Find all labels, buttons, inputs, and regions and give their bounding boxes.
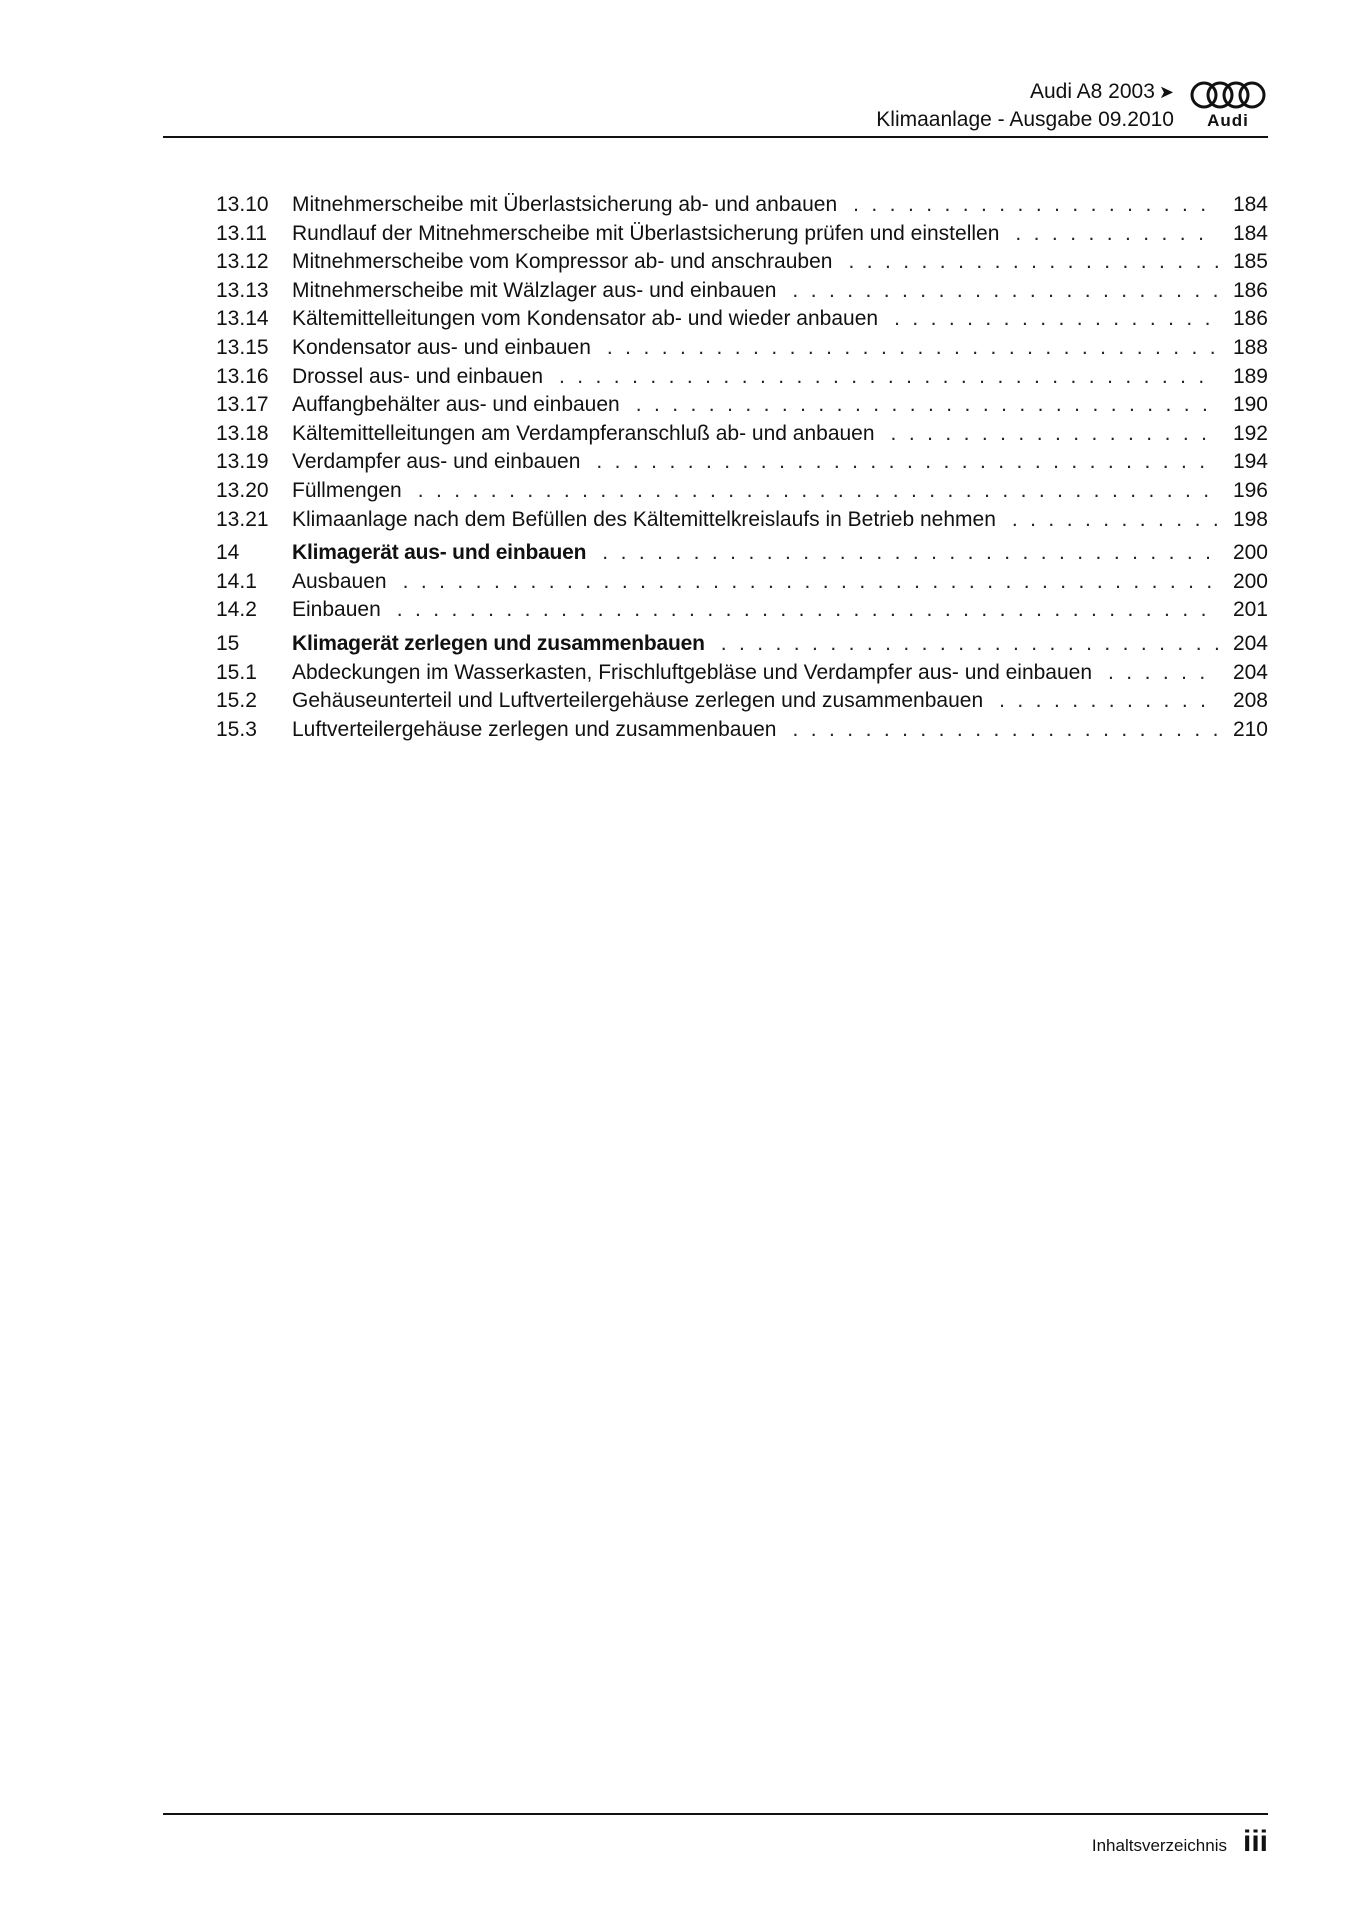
header-subtitle: Klimaanlage - Ausgabe 09.2010 [876,108,1174,131]
toc-number: 13.17 [216,393,269,417]
toc-page-number: 186 [1232,307,1268,331]
header-model: Audi A8 2003 [1029,80,1155,103]
toc-page-number: 185 [1232,250,1268,274]
toc-title: Auffangbehälter aus- und einbauen [292,393,620,417]
toc-row[interactable] [216,220,1268,249]
toc-page-number: 210 [1232,717,1268,741]
toc-number: 14.2 [216,598,257,622]
toc-row[interactable] [216,596,1268,625]
toc-page-number: 198 [1232,507,1268,531]
page-header [163,78,1268,138]
toc-leader-dots [559,363,1218,391]
toc-page-number: 200 [1232,569,1268,593]
toc-row[interactable] [216,191,1268,220]
toc-row[interactable] [216,391,1268,420]
toc-leader-dots [848,248,1218,276]
toc-leader-dots [891,420,1218,448]
toc-page-number: 184 [1232,221,1268,245]
toc-number: 14 [216,541,240,565]
toc-page-number: 194 [1232,450,1268,474]
toc-page-number: 188 [1232,335,1268,359]
toc-number: 13.20 [216,478,269,502]
toc-leader-dots [1012,506,1218,534]
toc-number: 14.1 [216,569,257,593]
audi-wordmark: Audi [1207,111,1249,130]
toc-number: 13.11 [216,221,267,245]
page-footer [1092,1825,1268,1859]
toc-page-number: 201 [1232,598,1268,622]
toc-title: Luftverteilergehäuse zerlegen und zusammenbauen [292,717,777,741]
toc-leader-dots [792,277,1218,305]
toc-page-number: 208 [1232,689,1268,713]
toc-row[interactable] [216,687,1268,716]
toc-row[interactable] [216,277,1268,306]
toc-title: Kältemittelleitungen am Verdampferanschluß ab- und anbauen [292,421,875,445]
toc-row[interactable] [216,420,1268,449]
toc-leader-dots [894,305,1218,333]
audi-rings-icon [1188,80,1268,112]
toc-row[interactable] [216,334,1268,363]
toc-page-number: 204 [1232,660,1268,684]
toc-page-number: 184 [1232,193,1268,216]
toc-page-number: 186 [1232,278,1268,302]
toc-page-number: 190 [1232,393,1268,417]
toc-row[interactable] [216,248,1268,277]
toc-leader-dots [418,477,1218,505]
toc-leader-dots [999,687,1218,715]
toc-row[interactable] [216,448,1268,477]
toc-number: 13.15 [216,335,269,359]
toc-title: Ausbauen [292,569,387,593]
toc-title: Drossel aus- und einbauen [292,364,543,388]
table-of-contents [216,191,1268,744]
toc-title: Gehäuseunterteil und Luftverteilergehäuse zerlegen und zusammenbauen [292,689,984,713]
toc-page-number: 196 [1232,478,1268,502]
toc-leader-dots [1015,220,1218,248]
toc-leader-dots [607,334,1218,362]
toc-title: Füllmengen [292,478,402,502]
toc-leader-dots [793,716,1219,744]
toc-title: Klimagerät zerlegen und zusammenbauen [292,631,705,655]
toc-row[interactable] [216,477,1268,506]
toc-row[interactable] [216,716,1268,745]
toc-row[interactable] [216,506,1268,535]
toc-leader-dots [403,568,1218,596]
toc-number: 15 [216,631,240,655]
toc-title: Rundlauf der Mitnehmerscheibe mit Überlastsicherung prüfen und einstellen [292,221,1000,245]
toc-title: Mitnehmerscheibe mit Überlastsicherung ab- und anbauen [292,193,838,216]
audi-logo [1188,80,1268,132]
next-arrow-icon: ➤ [1158,82,1174,102]
toc-number: 13.21 [216,507,269,531]
toc-number: 13.10 [216,193,269,216]
footer-section-label: Inhaltsverzeichnis [1091,1836,1227,1855]
footer-divider [163,1813,1268,1815]
toc-page-number: 189 [1232,364,1268,388]
toc-title: Klimaanlage nach dem Befüllen des Kältemittelkreislaufs in Betrieb nehmen [292,507,996,531]
toc-number: 13.14 [216,307,269,331]
footer-page-number: iii [1242,1825,1268,1858]
toc-row[interactable] [216,363,1268,392]
toc-leader-dots [721,630,1218,658]
toc-number: 15.3 [216,717,257,741]
toc-number: 13.18 [216,421,269,445]
toc-page-number: 200 [1232,541,1268,565]
toc-title: Mitnehmerscheibe mit Wälzlager aus- und einbauen [292,278,777,302]
toc-leader-dots [1108,659,1218,687]
toc-row[interactable] [216,659,1268,688]
toc-leader-dots [596,448,1218,476]
toc-leader-dots [636,391,1218,419]
toc-page-number: 192 [1232,421,1268,445]
toc-leader-dots [397,596,1218,624]
toc-title: Kältemittelleitungen vom Kondensator ab- und wieder anbauen [292,307,879,331]
toc-number: 15.2 [216,689,257,713]
toc-number: 13.12 [216,250,269,274]
toc-number: 13.13 [216,278,269,302]
header-text [876,78,1174,134]
toc-number: 15.1 [216,660,257,684]
toc-leader-dots [853,191,1218,219]
toc-chapter-row[interactable] [216,630,1268,659]
toc-title: Einbauen [292,598,381,622]
toc-page-number: 204 [1232,631,1268,655]
toc-title: Abdeckungen im Wasserkasten, Frischluftgebläse und Verdampfer aus- und einbauen [292,660,1093,684]
toc-row[interactable] [216,568,1268,597]
toc-row[interactable] [216,305,1268,334]
toc-title: Kondensator aus- und einbauen [292,335,591,359]
toc-number: 13.16 [216,364,269,388]
toc-title: Mitnehmerscheibe vom Kompressor ab- und anschrauben [292,250,833,274]
toc-title: Verdampfer aus- und einbauen [292,450,581,474]
toc-number: 13.19 [216,450,269,474]
toc-title: Klimagerät aus- und einbauen [292,541,587,565]
toc-chapter-row[interactable] [216,539,1268,568]
toc-leader-dots [602,539,1218,567]
